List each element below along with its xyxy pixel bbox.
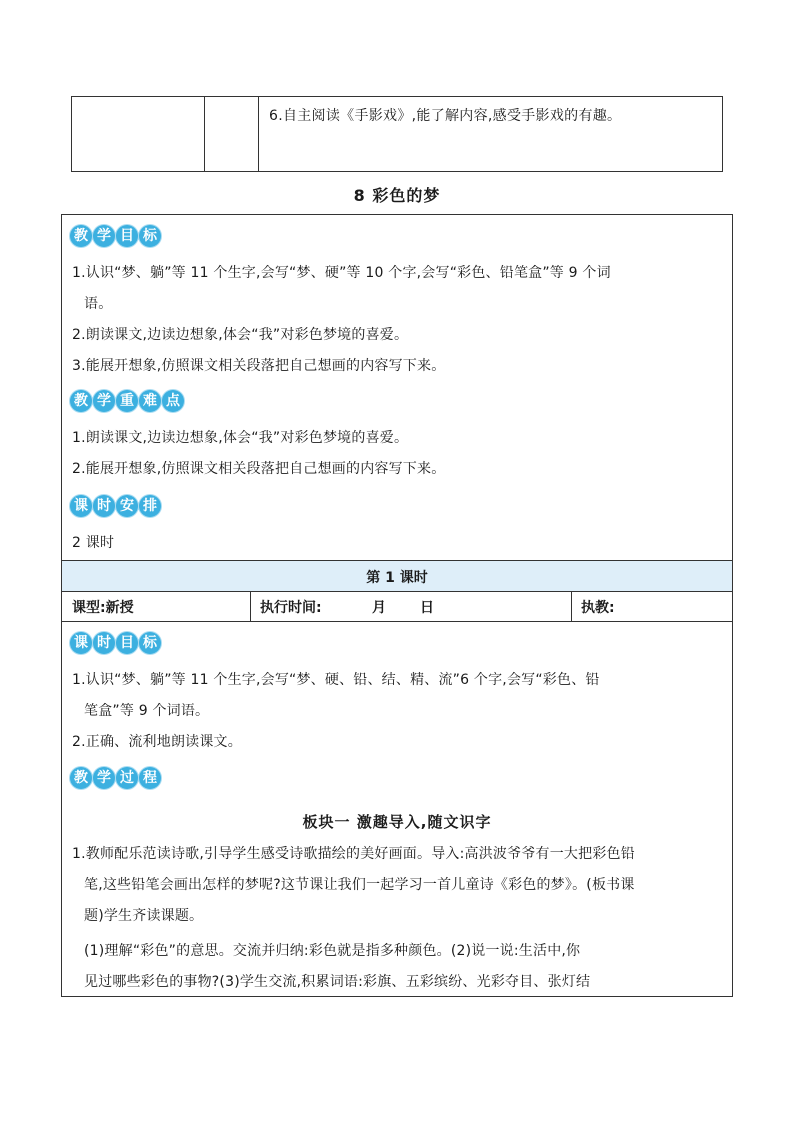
execution-month: 月 (372, 600, 386, 616)
heading-char: 学 (93, 767, 115, 789)
key-difficulty-line: 1.朗读课文,边读边想象,体会“我”对彩色梦境的喜爱。 (72, 430, 409, 446)
teaching-goal-line: 1.认识“梦、躺”等 11 个生字,会写“梦、硬”等 10 个字,会写“彩色、铅笔盒”等 9 个词 (72, 265, 611, 281)
heading-char: 重 (116, 390, 138, 412)
heading-char: 教 (70, 767, 92, 789)
top-table-divider-1 (204, 97, 205, 171)
heading-char: 学 (93, 225, 115, 247)
row-divider (62, 591, 732, 592)
top-table-divider-2 (258, 97, 259, 171)
process-line: (1)理解“彩色”的意思。交流并归纳:彩色就是指多种颜色。(2)说一说:生活中,你 (84, 943, 581, 959)
heading-char: 安 (116, 495, 138, 517)
row-divider (62, 621, 732, 622)
execution-day: 日 (420, 600, 434, 616)
heading-char: 教 (70, 390, 92, 412)
lesson-plan-table (61, 214, 733, 997)
heading-char: 目 (116, 632, 138, 654)
heading-char: 教 (70, 225, 92, 247)
teaching-goal-line: 2.朗读课文,边读边想象,体会“我”对彩色梦境的喜爱。 (72, 327, 409, 343)
process-line: 笔,这些铅笔会画出怎样的梦呢?这节课让我们一起学习一首儿童诗《彩色的梦》。(板书课 (84, 877, 635, 893)
period-goal-line: 笔盒”等 9 个词语。 (84, 703, 210, 719)
process-line: 1.教师配乐范读诗歌,引导学生感受诗歌描绘的美好画面。导入:高洪波爷爷有一大把彩色铅 (72, 846, 635, 862)
heading-char: 课 (70, 495, 92, 517)
heading-char: 标 (139, 225, 161, 247)
period-goal-line: 1.认识“梦、躺”等 11 个生字,会写“梦、硬、铅、结、精、流”6 个字,会写“彩色、铅 (72, 672, 600, 688)
key-difficulties-heading (70, 390, 184, 412)
block-title: 板块一 激趣导入,随文识字 (302, 813, 492, 831)
execution-time-label: 执行时间: (260, 600, 322, 616)
heading-char: 时 (93, 632, 115, 654)
process-line: 见过哪些彩色的事物?(3)学生交流,积累词语:彩旗、五彩缤纷、光彩夺目、张灯结 (84, 974, 591, 990)
cell-divider (571, 592, 572, 621)
top-table-item-6: 6.自主阅读《手影戏》,能了解内容,感受手影戏的有趣。 (269, 108, 622, 124)
top-table (71, 96, 723, 172)
teaching-goal-line: 3.能展开想象,仿照课文相关段落把自己想画的内容写下来。 (72, 358, 446, 374)
heading-char: 标 (139, 632, 161, 654)
lesson-title: 8 彩色的梦 (353, 186, 441, 205)
heading-char: 学 (93, 390, 115, 412)
period-title: 第 1 课时 (366, 570, 428, 586)
process-line: 题)学生齐读课题。 (84, 908, 204, 924)
key-difficulty-line: 2.能展开想象,仿照课文相关段落把自己想画的内容写下来。 (72, 461, 446, 477)
teaching-goals-heading (70, 225, 161, 247)
schedule-heading (70, 495, 161, 517)
heading-char: 程 (139, 767, 161, 789)
teacher-label: 执教: (581, 600, 615, 616)
heading-char: 难 (139, 390, 161, 412)
period-goal-line: 2.正确、流利地朗读课文。 (72, 734, 242, 750)
heading-char: 过 (116, 767, 138, 789)
cell-divider (250, 592, 251, 621)
schedule-text: 2 课时 (72, 535, 115, 551)
period-goals-heading (70, 632, 161, 654)
process-heading (70, 767, 161, 789)
teaching-goal-line: 语。 (84, 296, 113, 312)
heading-char: 排 (139, 495, 161, 517)
heading-char: 时 (93, 495, 115, 517)
heading-char: 课 (70, 632, 92, 654)
heading-char: 目 (116, 225, 138, 247)
lesson-type: 课型:新授 (72, 600, 134, 616)
heading-char: 点 (162, 390, 184, 412)
